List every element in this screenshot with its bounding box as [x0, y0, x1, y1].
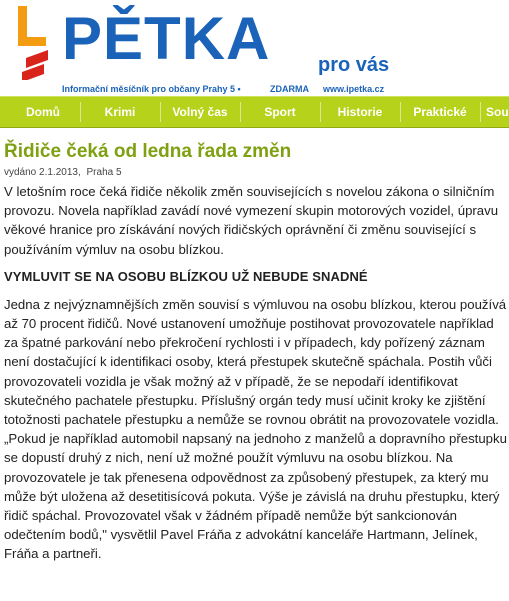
article-section[interactable]: Praha 5 — [86, 167, 122, 178]
petka-logo-mark-icon[interactable] — [18, 6, 54, 80]
article-title: Řidiče čeká od ledna řada změn — [4, 141, 292, 162]
price-label: ZDARMA — [270, 84, 309, 94]
nav-item-crime[interactable]: Krimi — [104, 105, 136, 119]
site-logo[interactable]: PĚTKA — [62, 5, 271, 72]
article-meta — [4, 166, 507, 179]
nav-item-sport[interactable]: Sport — [264, 105, 296, 119]
site-header — [0, 0, 509, 96]
nav-divider — [480, 102, 481, 122]
nav-divider — [80, 102, 81, 122]
nav-divider — [240, 102, 241, 122]
nav-divider — [320, 102, 321, 122]
article-date: vydáno 2.1.2013, — [4, 167, 81, 178]
article-subheading: VYMLUVIT SE NA OSOBU BLÍZKOU UŽ NEBUDE SNADNÉ — [4, 268, 368, 284]
article-lead: V letošním roce čeká řidiče několik změn souvisejících s novelou zákona o silničním provozu. Novela například zavádí nové vymezení skupin motorových vozidel, úpravu věkové hranice pro získávání nových řidičských oprávnění či změnu související s používáním výmluv na osobu blízkou. — [4, 184, 499, 257]
main-navigation — [0, 96, 509, 128]
nav-divider — [160, 102, 161, 122]
nav-divider — [400, 102, 401, 122]
article-body: Jedna z nejvýznamnějších změn souvisí s výmluvou na osobu blízkou, kterou používá až 70 procent řidičů. Nové ustanovení umožňuje postihovat provozovatele například za špatné parkování nebo překročení rychlosti i v případech, kdy pořízený záznam není dostačující k identifikaci osoby, která přestupek skutečně spáchala. Postih vůči provozovateli vozidla je však možný až v případě, že se nepodaří identifikovat skutečného pachatele přestupku. Příslušný orgán tedy musí učinit kroky ke zjištění totožnosti pachatele přestupku a nemůže se rovnou obrátit na provozovatele vozidla. „Pokud je například automobil napsaný na jednoho z manželů a dopravního přestupku se dopustí druhý z nich, není už možné použít výmluvu na osobu blízkou. Na provozovatele je tak přenesena odpovědnost za způsobený přestupek, za který mu může být uložena až desetitisícová pokuta. Výše je závislá na druhu přestupku, který řidič spáchal. Provozovatel však v žádném případě nemůže být sankcionován odečtením bodů," vysvětlil Pavel Fráňa z advokátní kanceláře Hartmann, Jelínek, Fráňa a partneři. — [4, 296, 507, 562]
publication-description: Informační měsíčník pro občany Prahy 5 • — [62, 84, 241, 94]
nav-item-more[interactable]: Sou — [486, 105, 509, 119]
header-infobar — [0, 84, 509, 96]
website-link[interactable]: www.ipetka.cz — [323, 84, 385, 94]
site-logo-tagline: pro vás — [318, 54, 390, 76]
nav-item-home[interactable]: Domů — [26, 105, 60, 119]
nav-item-history[interactable]: Historie — [337, 105, 383, 119]
article — [4, 140, 507, 564]
nav-item-practical[interactable]: Praktické — [413, 105, 467, 119]
nav-item-leisure[interactable]: Volný čas — [172, 105, 228, 119]
